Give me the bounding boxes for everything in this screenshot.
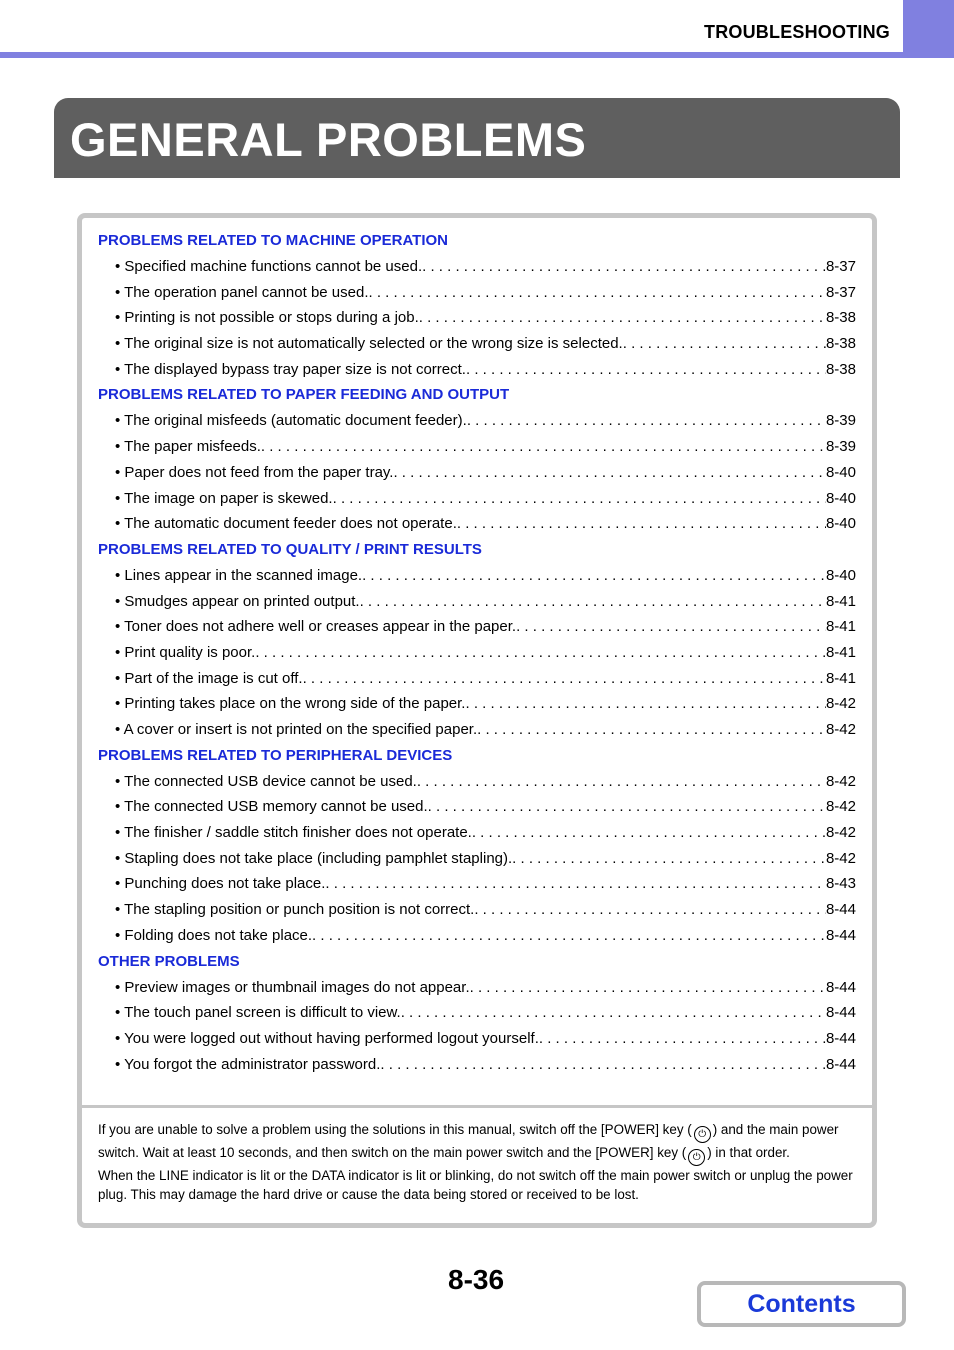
toc-entry-text: • You were logged out without having performed logout yourself. (115, 1029, 539, 1047)
toc-entry[interactable] (98, 846, 856, 872)
toc-category-heading[interactable]: PROBLEMS RELATED TO PAPER FEEDING AND OUTPUT (98, 386, 510, 404)
toc-entry-page: 8-40 (825, 515, 856, 533)
toc-entry-page: 8-39 (825, 412, 856, 430)
dot-leader (401, 1000, 826, 1026)
dot-leader (380, 1052, 826, 1078)
toc-entry-text: • Folding does not take place. (115, 926, 313, 944)
note-text-2: ) and the main power switch. Wait at least 10 seconds, and then switch on the main power switch and the [POWER] key ( (98, 1122, 839, 1160)
page-number: 8-36 (448, 1264, 505, 1295)
dot-leader (312, 923, 826, 949)
toc-entry-page: 8-40 (825, 489, 856, 507)
toc-list (98, 228, 856, 1077)
toc-entry-page: 8-44 (825, 901, 856, 919)
toc-entry-page: 8-42 (825, 721, 856, 738)
dot-leader (465, 691, 825, 717)
dot-leader (422, 254, 826, 280)
toc-category-heading[interactable]: OTHER PROBLEMS (98, 952, 240, 970)
toc-entry-page: 8-44 (825, 926, 856, 944)
toc-entry-text: • Punching does not take place. (115, 875, 326, 893)
header-rule (0, 52, 954, 58)
toc-entry-page: 8-38 (825, 360, 856, 378)
page-title: GENERAL PROBLEMS (70, 113, 587, 166)
dot-leader (419, 305, 826, 331)
dot-leader (467, 408, 826, 434)
dot-leader (303, 666, 826, 692)
toc-entry[interactable] (98, 666, 856, 692)
toc-entry[interactable] (98, 794, 856, 820)
toc-category-heading[interactable]: PROBLEMS RELATED TO PERIPHERAL DEVICES (98, 746, 453, 764)
toc-entry-text: • The original misfeeds (automatic document feeder). (115, 412, 467, 430)
toc-entry-text: • The image on paper is skewed. (115, 489, 333, 507)
dot-leader (255, 640, 826, 666)
toc-entry-text: • The finisher / saddle stitch finisher does not operate. (115, 824, 472, 842)
toc-entry[interactable] (98, 691, 856, 717)
toc-entry[interactable] (98, 640, 856, 666)
toc-entry[interactable] (98, 408, 856, 434)
dot-leader (325, 871, 826, 897)
toc-entry[interactable] (98, 460, 856, 486)
toc-entry-text: • The connected USB device cannot be used. (115, 772, 417, 790)
toc-entry-page: 8-40 (825, 463, 856, 481)
dot-leader (466, 357, 826, 383)
toc-entry-page: 8-44 (825, 1029, 856, 1047)
toc-entry-text: • The operation panel cannot be used. (115, 283, 369, 301)
toc-entry[interactable] (98, 254, 856, 280)
toc-category-heading[interactable]: PROBLEMS RELATED TO MACHINE OPERATION (98, 232, 449, 249)
toc-entry-page: 8-41 (825, 643, 856, 661)
toc-entry[interactable] (98, 486, 856, 512)
dot-leader (428, 794, 826, 820)
dot-leader (623, 331, 826, 357)
dot-leader (457, 511, 826, 537)
toc-entry[interactable] (98, 1026, 856, 1052)
toc-entry-text: • Lines appear in the scanned image. (115, 566, 363, 584)
toc-entry-text: • Stapling does not take place (including pamphlet stapling). (115, 849, 513, 867)
title-banner (54, 98, 900, 178)
toc-entry-page: 8-41 (825, 618, 856, 636)
toc-entry-text: • Preview images or thumbnail images do not appear. (115, 978, 470, 996)
dot-leader (516, 614, 826, 640)
toc-entry[interactable] (98, 871, 856, 897)
note-warning: When the LINE indicator is lit or the DATA indicator is lit or blinking, do not switch off the main power switch or unplug the power plug. This may damage the hard drive or cause the data being stored or received to be lost. (98, 1168, 853, 1203)
toc-entry-page: 8-42 (825, 798, 856, 816)
power-icon: ⏻ (688, 1149, 705, 1166)
toc-entry-page: 8-38 (825, 309, 856, 327)
dot-leader (417, 769, 826, 795)
toc-entry-page: 8-42 (825, 824, 856, 842)
toc-entry-page: 8-41 (825, 669, 856, 687)
toc-entry[interactable] (98, 331, 856, 357)
dot-leader (333, 486, 826, 512)
toc-entry-text: • A cover or insert is not printed on the specified paper. (115, 721, 478, 738)
toc-entry[interactable] (98, 897, 856, 923)
toc-entry[interactable] (98, 717, 856, 743)
toc-entry-text: • The original size is not automatically selected or the wrong size is selected. (115, 335, 623, 353)
dot-leader (512, 846, 826, 872)
toc-entry-text: • Print quality is poor. (115, 643, 256, 661)
toc-entry-page: 8-39 (825, 438, 856, 456)
header-accent-block (903, 0, 954, 58)
toc-entry[interactable] (98, 563, 856, 589)
dot-leader (472, 820, 826, 846)
toc-entry[interactable] (98, 280, 856, 306)
toc-entry-text: • Paper does not feed from the paper tray. (115, 463, 394, 481)
toc-entry-text: • The paper misfeeds. (115, 438, 261, 456)
note-text-1: If you are unable to solve a problem using the solutions in this manual, switch off the [POWER] key ( (98, 1122, 692, 1137)
dot-leader (477, 717, 826, 743)
toc-entry-page: 8-38 (825, 335, 856, 353)
toc-entry-text: • Printing is not possible or stops during a job. (115, 309, 419, 327)
dot-leader (360, 589, 826, 615)
dot-leader (362, 563, 826, 589)
toc-category-heading[interactable]: PROBLEMS RELATED TO QUALITY / PRINT RESULTS (98, 540, 482, 558)
toc-entry-page: 8-37 (825, 283, 856, 301)
note-power-text (98, 1120, 858, 1166)
toc-entry-text: • Toner does not adhere well or creases appear in the paper. (115, 618, 517, 636)
dot-leader (470, 975, 826, 1001)
dot-leader (474, 897, 826, 923)
section-header: TROUBLESHOOTING (704, 22, 890, 42)
contents-button[interactable]: Contents (697, 1281, 906, 1327)
toc-entry[interactable] (98, 769, 856, 795)
toc-entry-text: • The connected USB memory cannot be used. (115, 798, 428, 816)
toc-entry-page: 8-40 (825, 566, 856, 584)
toc-entry[interactable] (98, 614, 856, 640)
toc-entry[interactable] (98, 357, 856, 383)
toc-entry-text: • Printing takes place on the wrong side of the paper. (115, 695, 466, 713)
dot-leader (261, 434, 826, 460)
toc-entry[interactable] (98, 511, 856, 537)
toc-entry[interactable] (98, 975, 856, 1001)
dot-leader (369, 280, 826, 306)
toc-entry-text: • Smudges appear on printed output. (115, 592, 360, 610)
toc-entry-page: 8-41 (825, 592, 856, 610)
toc-entry-text: • The displayed bypass tray paper size is not correct. (115, 360, 466, 378)
toc-entry-page: 8-44 (825, 1004, 856, 1022)
toc-box (77, 213, 877, 1228)
power-icon: ⏻ (694, 1126, 711, 1143)
toc-entry-text: • The stapling position or punch position is not correct. (115, 901, 475, 919)
dot-leader (539, 1026, 826, 1052)
toc-entry-page: 8-37 (825, 258, 856, 275)
note-block (98, 1120, 858, 1205)
toc-entry[interactable] (98, 589, 856, 615)
toc-entry-page: 8-44 (825, 1055, 856, 1073)
toc-entry-text: • Part of the image is cut off. (115, 669, 303, 687)
dot-leader (393, 460, 826, 486)
toc-entry-page: 8-44 (825, 978, 856, 996)
toc-entry-page: 8-42 (825, 695, 856, 713)
toc-entry-text: • The automatic document feeder does not operate. (115, 515, 457, 533)
toc-entry-page: 8-42 (825, 772, 856, 790)
toc-entry-page: 8-42 (825, 849, 856, 867)
toc-entry-text: • The touch panel screen is difficult to view. (115, 1004, 401, 1022)
toc-entry-text: • You forgot the administrator password. (115, 1055, 381, 1073)
toc-entry[interactable] (98, 1000, 856, 1026)
toc-entry-text: • Specified machine functions cannot be used. (115, 258, 423, 275)
toc-entry[interactable] (98, 820, 856, 846)
toc-entry[interactable] (98, 434, 856, 460)
divider (82, 1105, 872, 1108)
note-text-3: ) in that order. (707, 1145, 790, 1160)
toc-entry[interactable] (98, 1052, 856, 1078)
toc-entry-page: 8-43 (825, 875, 856, 893)
toc-entry[interactable] (98, 305, 856, 331)
toc-entry[interactable] (98, 923, 856, 949)
